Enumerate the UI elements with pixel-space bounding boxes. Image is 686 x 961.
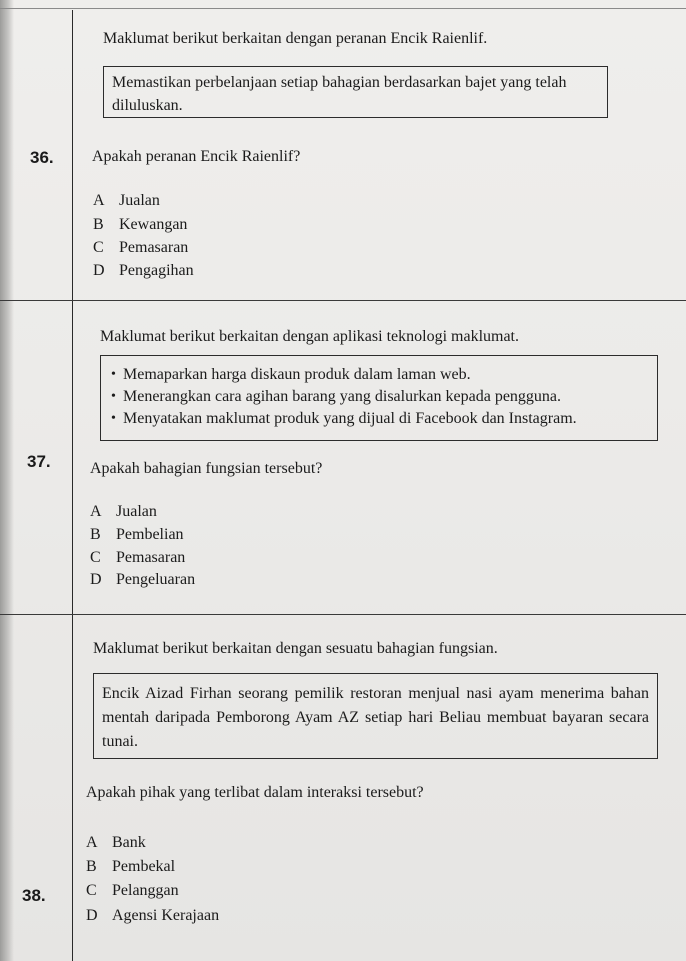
- q36-divider: [0, 300, 686, 301]
- q36-option-b[interactable]: B Kewangan: [93, 216, 188, 233]
- q38-number: 38.: [22, 886, 46, 905]
- q36-info-text: Memastikan perbelanjaan setiap bahagian berdasarkan bajet yang telah diluluskan.: [112, 74, 567, 114]
- number-column-divider: [72, 10, 73, 961]
- q37-question: Apakah bahagian fungsian tersebut?: [90, 460, 323, 477]
- q37-intro: Maklumat berikut berkaitan dengan aplikasi teknologi maklumat.: [100, 328, 519, 345]
- q38-option-a[interactable]: A Bank: [86, 834, 146, 851]
- q37-info-box: [100, 355, 658, 441]
- q37-bullet-2: • Menerangkan cara agihan barang yang disalurkan kepada pengguna.: [109, 386, 649, 408]
- q38-question: Apakah pihak yang terlibat dalam interaksi tersebut?: [86, 784, 424, 801]
- page-binding-shadow: [0, 0, 14, 961]
- q38-info-text: Encik Aizad Firhan seorang pemilik restoran menjual nasi ayam menerima bahan mentah daripada Pemborong Ayam AZ setiap hari Beliau membuat bayaran secara tunai.: [102, 685, 649, 750]
- q37-divider: [0, 614, 686, 615]
- q36-option-a[interactable]: A Jualan: [93, 192, 160, 209]
- q37-bullet-3: • Menyatakan maklumat produk yang dijual di Facebook dan Instagram.: [109, 408, 649, 430]
- q37-option-d[interactable]: D Pengeluaran: [90, 571, 196, 588]
- q36-number: 36.: [30, 148, 54, 167]
- q37-bullet-1: • Memaparkan harga diskaun produk dalam laman web.: [109, 364, 649, 386]
- top-rule: [0, 8, 686, 9]
- q37-option-c[interactable]: C Pemasaran: [90, 549, 186, 566]
- q37-option-a[interactable]: A Jualan: [90, 503, 157, 520]
- q36-option-c[interactable]: C Pemasaran: [93, 239, 189, 256]
- q36-question: Apakah peranan Encik Raienlif?: [92, 148, 301, 165]
- q38-info-box: [93, 673, 658, 759]
- q37-number: 37.: [27, 452, 51, 471]
- q36-option-d[interactable]: D Pengagihan: [93, 262, 194, 279]
- q38-option-d[interactable]: D Agensi Kerajaan: [86, 907, 220, 924]
- q38-intro: Maklumat berikut berkaitan dengan sesuatu bahagian fungsian.: [93, 640, 498, 657]
- q36-intro: Maklumat berikut berkaitan dengan peranan Encik Raienlif.: [103, 30, 488, 47]
- q38-option-c[interactable]: C Pelanggan: [86, 882, 179, 899]
- q37-option-b[interactable]: B Pembelian: [90, 526, 184, 543]
- q38-option-b[interactable]: B Pembekal: [86, 858, 176, 875]
- q36-info-box: [103, 66, 608, 118]
